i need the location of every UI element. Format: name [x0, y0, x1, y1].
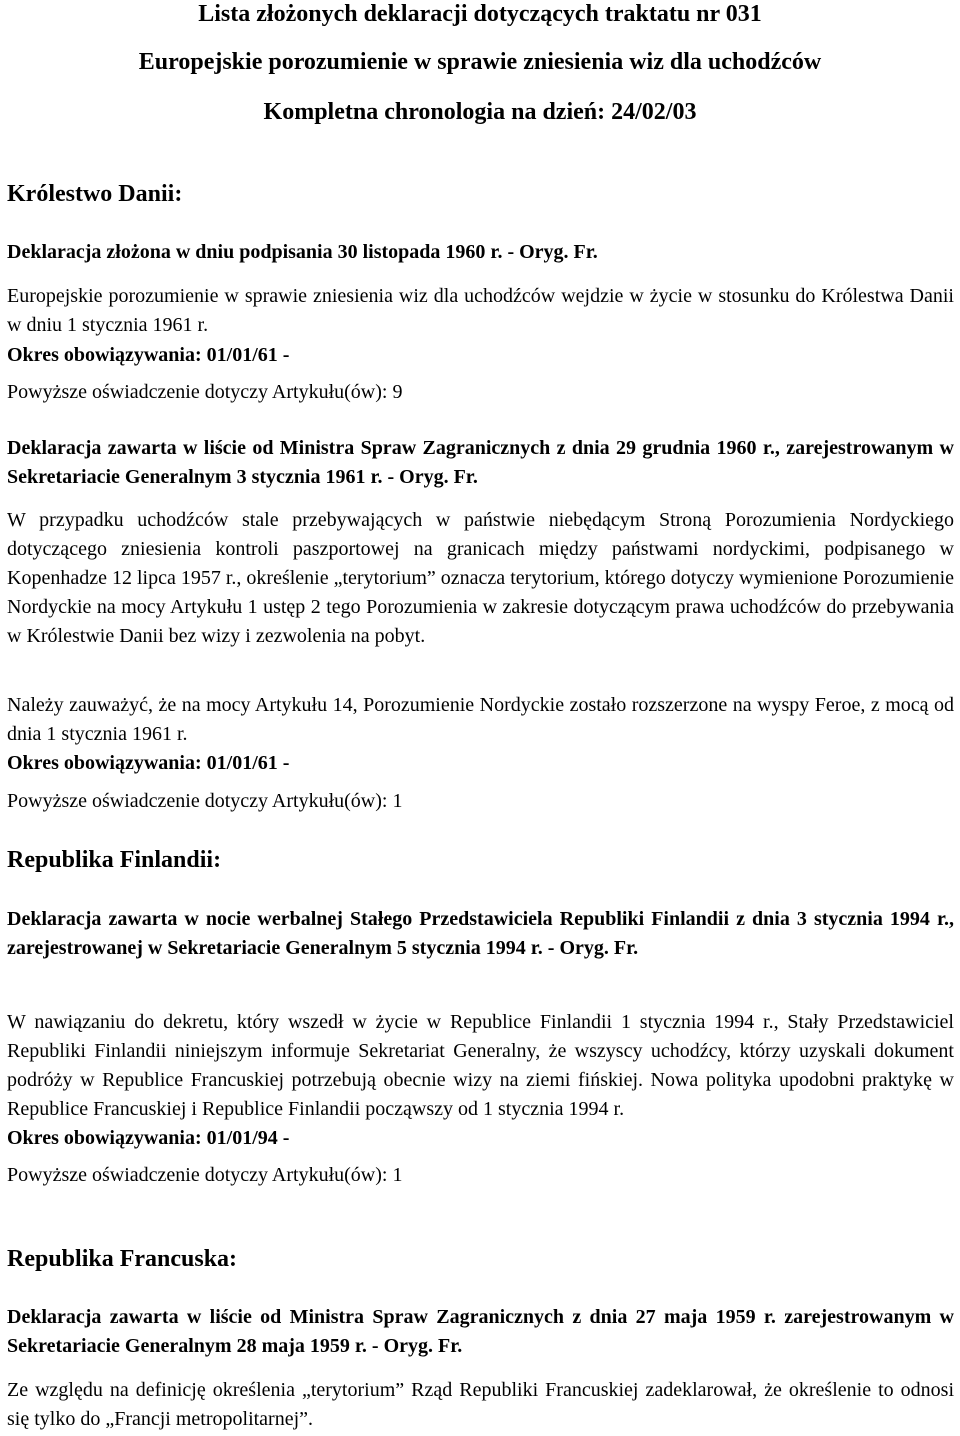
country-heading-finland: Republika Finlandii: [7, 847, 222, 873]
validity-period: Okres obowiązywania: 01/01/94 - [7, 1127, 290, 1149]
article-reference: Powyższe oświadczenie dotyczy Artykułu(ów): 1 [7, 1164, 403, 1186]
validity-period: Okres obowiązywania: 01/01/61 - [7, 752, 290, 774]
treaty-name: Europejskie porozumienie w sprawie zniesienia wiz dla uchodźców [138, 49, 822, 75]
declaration-text: Europejskie porozumienie w sprawie zniesienia wiz dla uchodźców wejdzie w życie w stosunku do Królestwa Danii w dniu 1 stycznia 1961 r. [7, 285, 954, 336]
document-title: Lista złożonych deklaracji dotyczących traktatu nr 031 [198, 1, 762, 27]
country-heading-denmark: Królestwo Danii: [7, 181, 183, 207]
declaration-text: W przypadku uchodźców stale przebywających w państwie niebędącym Stroną Porozumienia Nordyckiego dotyczącego zniesienia kontroli paszportowej na granicach między państwami nordyckimi, podpisanego w Kopenhadze 12 lipca 1957 r., określenie „terytorium” oznacza terytorium, którego dotyczy wymienione Porozumienie Nordyckie na mocy Artykułu 1 ustęp 2 tego Porozumienia w zakresie dotyczącym prawa uchodźców do przebywania w Królestwie Danii bez wizy i zezwolenia na pobyt. [7, 509, 954, 647]
chronology-date: Kompletna chronologia na dzień: 24/02/03 [263, 99, 697, 125]
article-reference: Powyższe oświadczenie dotyczy Artykułu(ów): 1 [7, 790, 403, 812]
declaration-heading: Deklaracja zawarta w liście od Ministra Spraw Zagranicznych z dnia 29 grudnia 1960 r., zarejestrowanym w Sekretariacie Generalnym 3 stycznia 1961 r. - Oryg. Fr. [7, 437, 954, 488]
article-reference: Powyższe oświadczenie dotyczy Artykułu(ów): 9 [7, 381, 403, 403]
declaration-heading: Deklaracja zawarta w nocie werbalnej Stałego Przedstawiciela Republiki Finlandii z dnia 3 stycznia 1994 r., zarejestrowanej w Sekretariacie Generalnym 5 stycznia 1994 r. - Oryg. Fr. [7, 908, 954, 959]
declaration-text: W nawiązaniu do dekretu, który wszedł w życie w Republice Finlandii 1 stycznia 1994 r., Stały Przedstawiciel Republiki Finlandii niniejszym informuje Sekretariat Generalny, że wszyscy uchodźcy, którzy uzyskali dokument podróży w Republice Francuskiej potrzebują obecnie wizy na ziemi fińskiej. Nowa polityka upodobni praktykę w Republice Francuskiej i Republice Finlandii począwszy od 1 stycznia 1994 r. [7, 1011, 954, 1120]
declaration-heading: Deklaracja zawarta w liście od Ministra Spraw Zagranicznych z dnia 27 maja 1959 r. zarejestrowanym w Sekretariacie Generalnym 28 maja 1959 r. - Oryg. Fr. [7, 1306, 954, 1357]
declaration-text: Należy zauważyć, że na mocy Artykułu 14, Porozumienie Nordyckie zostało rozszerzone na wyspy Feroe, z mocą od dnia 1 stycznia 1961 r. [7, 694, 954, 745]
declaration-text: Ze względu na definicję określenia „terytorium” Rząd Republiki Francuskiej zadeklarował, że określenie to odnosi się tylko do „Francji metropolitarnej”. [7, 1379, 954, 1430]
declaration-heading: Deklaracja złożona w dniu podpisania 30 listopada 1960 r. - Oryg. Fr. [7, 241, 598, 263]
country-heading-france: Republika Francuska: [7, 1246, 238, 1272]
validity-period: Okres obowiązywania: 01/01/61 - [7, 344, 290, 366]
